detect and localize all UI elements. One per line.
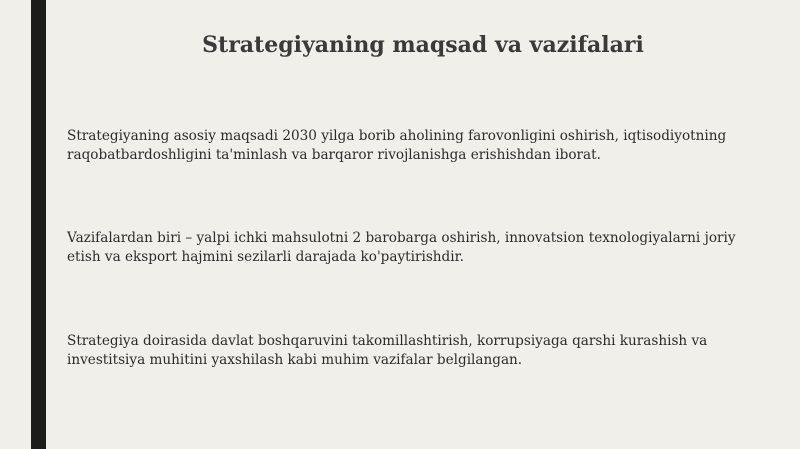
paragraph-governance: Strategiya doirasida davlat boshqaruvini takomillashtirish, korrupsiyaga qarshi kurashish va investitsiya muhitini yaxshilash kabi muhim vazifalar belgilangan. [67, 333, 708, 368]
paragraph-goal: Strategiyaning asosiy maqsadi 2030 yilga borib aholining farovonligini oshirish, iqtisodiyotning raqobatbardoshligini ta'minlash va barqaror rivojlanishga erishishdan iborat. [67, 128, 727, 163]
paragraph-tasks: Vazifalardan biri – yalpi ichki mahsulotni 2 barobarga oshirish, innovatsion texnologiyalarni joriy etish va eksport hajmini sezilarli darajada ko'paytirishdir. [67, 230, 736, 265]
slide-title: Strategiyaning maqsad va vazifalari [202, 32, 644, 58]
left-accent-bar [31, 0, 46, 449]
